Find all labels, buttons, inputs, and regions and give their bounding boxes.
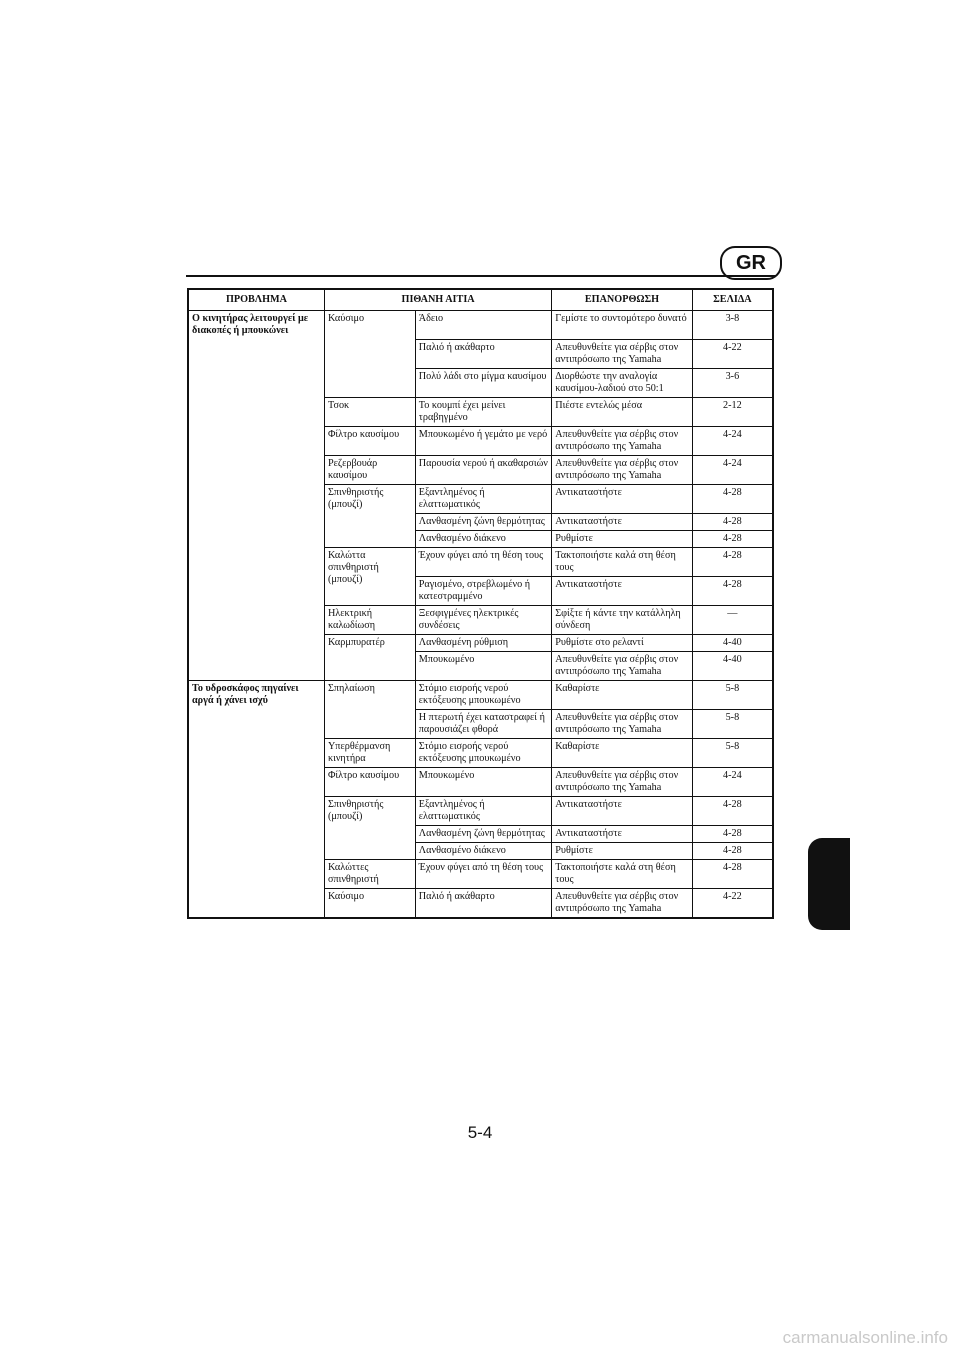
cause-detail-cell: Εξαντλημένος ή ελαττωματικός (415, 485, 551, 514)
cause-cell: Τσοκ (324, 398, 415, 427)
page-cell: 4-28 (692, 577, 773, 606)
remedy-cell: Αντικαταστήστε (552, 514, 693, 531)
remedy-cell: Απευθυνθείτε για σέρβις στον αντιπρόσωπο της Yamaha (552, 456, 693, 485)
remedy-cell: Ρυθμίστε (552, 843, 693, 860)
cause-detail-cell: Μπουκωμένο (415, 652, 551, 681)
remedy-cell: Τακτοποιήστε καλά στη θέση τους (552, 860, 693, 889)
page-cell: 5-8 (692, 710, 773, 739)
cause-detail-cell: Παλιό ή ακάθαρτο (415, 340, 551, 369)
cause-detail-cell: Λανθασμένη ζώνη θερμότητας (415, 514, 551, 531)
cause-cell: Καύσιμο (324, 889, 415, 919)
page-cell: 4-40 (692, 652, 773, 681)
troubleshooting-table (187, 288, 774, 919)
cause-cell: Φίλτρο καυσίμου (324, 427, 415, 456)
page-cell: 4-28 (692, 531, 773, 548)
cause-detail-cell: Μπουκωμένο ή γεμάτο με νερό (415, 427, 551, 456)
cause-detail-cell: Μπουκωμένο (415, 768, 551, 797)
page-cell: 4-22 (692, 340, 773, 369)
cause-cell: Καύσιμο (324, 311, 415, 398)
page-cell: 5-8 (692, 739, 773, 768)
page-cell: 4-28 (692, 797, 773, 826)
cause-detail-cell: Λανθασμένο διάκενο (415, 531, 551, 548)
page-cell: 3-6 (692, 369, 773, 398)
cause-detail-cell: Έχουν φύγει από τη θέση τους (415, 548, 551, 577)
remedy-cell: Καθαρίστε (552, 681, 693, 710)
remedy-cell: Σφίξτε ή κάντε την κατάλληλη σύνδεση (552, 606, 693, 635)
page-cell: — (692, 606, 773, 635)
page-cell: 4-28 (692, 548, 773, 577)
cause-cell: Καρμπυρατέρ (324, 635, 415, 681)
page-cell: 4-28 (692, 826, 773, 843)
remedy-cell: Απευθυνθείτε για σέρβις στον αντιπρόσωπο της Yamaha (552, 340, 693, 369)
page-cell: 4-28 (692, 485, 773, 514)
cause-detail-cell: Ξεσφιγμένες ηλεκτρικές συνδέσεις (415, 606, 551, 635)
cause-cell: Υπερθέρμανση κινητήρα (324, 739, 415, 768)
remedy-cell: Ρυθμίστε στο ρελαντί (552, 635, 693, 652)
column-header-remedy: ΕΠΑΝΟΡΘΩΣΗ (552, 289, 693, 311)
page-cell: 4-24 (692, 768, 773, 797)
column-header-cause: ΠΙΘΑΝΗ ΑΙΤΙΑ (324, 289, 551, 311)
column-header-problem: ΠΡΟΒΛΗΜΑ (188, 289, 324, 311)
page-cell: 4-24 (692, 427, 773, 456)
cause-detail-cell: Στόμιο εισροής νερού εκτόξευσης μπουκωμένο (415, 681, 551, 710)
page-cell: 4-28 (692, 514, 773, 531)
page-cell: 4-40 (692, 635, 773, 652)
cause-detail-cell: Πολύ λάδι στο μίγμα καυσίμου (415, 369, 551, 398)
remedy-cell: Αντικαταστήστε (552, 577, 693, 606)
remedy-cell: Ρυθμίστε (552, 531, 693, 548)
language-badge: GR (720, 246, 782, 280)
cause-detail-cell: Εξαντλημένος ή ελαττωματικός (415, 797, 551, 826)
remedy-cell: Πιέστε εντελώς μέσα (552, 398, 693, 427)
cause-detail-cell: Στόμιο εισροής νερού εκτόξευσης μπουκωμένο (415, 739, 551, 768)
cause-detail-cell: Το κουμπί έχει μείνει τραβηγμένο (415, 398, 551, 427)
cause-cell: Καλώττες σπινθηριστή (324, 860, 415, 889)
remedy-cell: Γεμίστε το συντομότερο δυνατό (552, 311, 693, 340)
chapter-side-tab (808, 838, 850, 930)
cause-detail-cell: Η πτερωτή έχει καταστραφεί ή παρουσιάζει φθορά (415, 710, 551, 739)
cause-cell: Φίλτρο καυσίμου (324, 768, 415, 797)
header-rule (186, 275, 776, 277)
remedy-cell: Απευθυνθείτε για σέρβις στον αντιπρόσωπο της Yamaha (552, 710, 693, 739)
cause-cell: Ρεζερβουάρ καυσίμου (324, 456, 415, 485)
remedy-cell: Αντικαταστήστε (552, 826, 693, 843)
remedy-cell: Καθαρίστε (552, 739, 693, 768)
page-cell: 2-12 (692, 398, 773, 427)
cause-cell: Καλώττα σπινθηριστή (μπουζί) (324, 548, 415, 606)
cause-detail-cell: Παλιό ή ακάθαρτο (415, 889, 551, 919)
remedy-cell: Απευθυνθείτε για σέρβις στον αντιπρόσωπο της Yamaha (552, 652, 693, 681)
page-cell: 4-28 (692, 860, 773, 889)
problem-cell: Το υδροσκάφος πηγαίνει αργά ή χάνει ισχύ (188, 681, 324, 919)
remedy-cell: Απευθυνθείτε για σέρβις στον αντιπρόσωπο της Yamaha (552, 768, 693, 797)
cause-detail-cell: Παρουσία νερού ή ακαθαρσιών (415, 456, 551, 485)
cause-detail-cell: Λανθασμένη ρύθμιση (415, 635, 551, 652)
cause-detail-cell: Λανθασμένη ζώνη θερμότητας (415, 826, 551, 843)
table-header-row (188, 289, 773, 311)
page-cell: 4-22 (692, 889, 773, 919)
watermark: carmanualsonline.info (782, 1328, 948, 1347)
cause-detail-cell: Άδειο (415, 311, 551, 340)
remedy-cell: Αντικαταστήστε (552, 485, 693, 514)
table-row (188, 681, 773, 710)
cause-detail-cell: Λανθασμένο διάκενο (415, 843, 551, 860)
cause-detail-cell: Ραγισμένο, στρεβλωμένο ή κατεστραμμένο (415, 577, 551, 606)
remedy-cell: Τακτοποιήστε καλά στη θέση τους (552, 548, 693, 577)
cause-cell: Σπηλαίωση (324, 681, 415, 739)
column-header-page: ΣΕΛΙΔΑ (692, 289, 773, 311)
table-row (188, 311, 773, 340)
page-number: 5-4 (467, 1123, 493, 1142)
remedy-cell: Αντικαταστήστε (552, 797, 693, 826)
remedy-cell: Απευθυνθείτε για σέρβις στον αντιπρόσωπο της Yamaha (552, 889, 693, 919)
page-cell: 4-24 (692, 456, 773, 485)
page-cell: 3-8 (692, 311, 773, 340)
remedy-cell: Απευθυνθείτε για σέρβις στον αντιπρόσωπο της Yamaha (552, 427, 693, 456)
table-body (188, 311, 773, 919)
cause-cell: Σπινθηριστής (μπουζί) (324, 485, 415, 548)
cause-detail-cell: Έχουν φύγει από τη θέση τους (415, 860, 551, 889)
page-cell: 4-28 (692, 843, 773, 860)
cause-cell: Ηλεκτρική καλωδίωση (324, 606, 415, 635)
remedy-cell: Διορθώστε την αναλογία καυσίμου-λαδιού στο 50:1 (552, 369, 693, 398)
problem-cell: Ο κινητήρας λειτουργεί με διακοπές ή μπουκώνει (188, 311, 324, 681)
page-cell: 5-8 (692, 681, 773, 710)
cause-cell: Σπινθηριστής (μπουζί) (324, 797, 415, 860)
